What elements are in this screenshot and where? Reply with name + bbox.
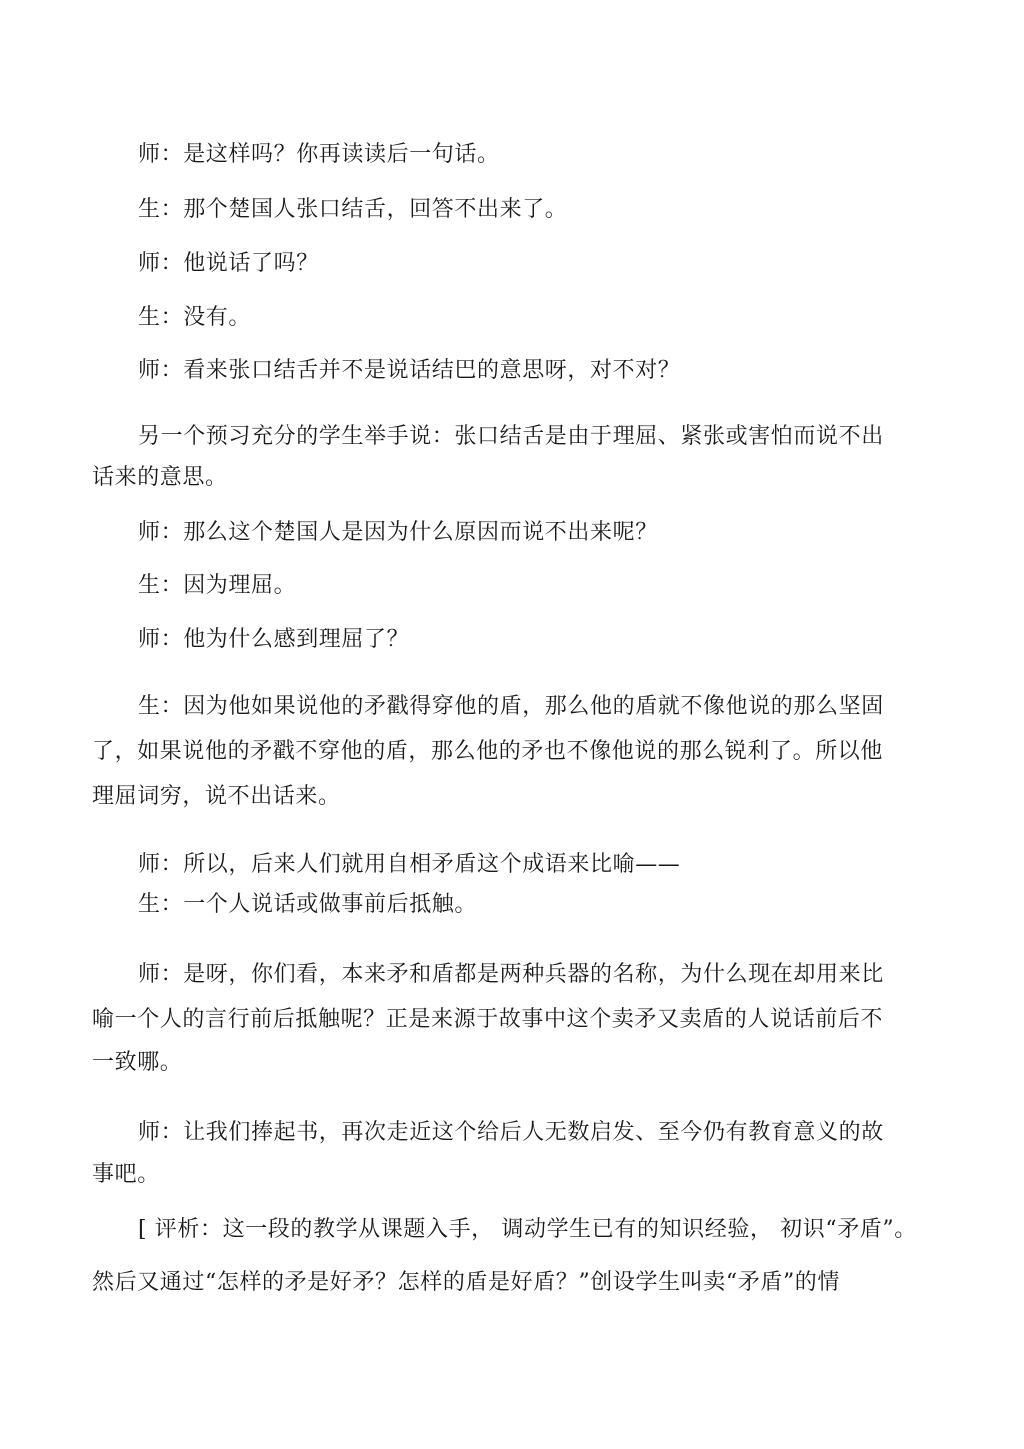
dialogue-line: 师：他说话了吗？ bbox=[138, 251, 319, 276]
dialogue-line: 生：没有。 bbox=[138, 305, 252, 330]
dialogue-line: 师：他为什么感到理屈了？ bbox=[138, 627, 410, 652]
commentary-line: [ 评析：这一段的教学从课题入手， 调动学生已有的知识经验， 初识“矛盾”。 bbox=[138, 1217, 917, 1242]
paragraph-line: 话来的意思。 bbox=[92, 465, 228, 490]
dialogue-line: 生：因为理屈。 bbox=[138, 573, 297, 598]
dialogue-line: 生：一个人说话或做事前后抵触。 bbox=[138, 892, 478, 917]
dialogue-line: 生：那个楚国人张口结舌，回答不出来了。 bbox=[138, 197, 568, 222]
paragraph-line: 另一个预习充分的学生举手说：张口结舌是由于理屈、紧张或害怕而说不出 bbox=[138, 424, 884, 449]
commentary-line: 然后又通过“怎样的矛是好矛？怎样的盾是好盾？”创设学生叫卖“矛盾”的情 bbox=[92, 1270, 840, 1295]
dialogue-line: 师：看来张口结舌并不是说话结巴的意思呀，对不对？ bbox=[138, 358, 681, 383]
paragraph-line: 师：是呀，你们看，本来矛和盾都是两种兵器的名称，为什么现在却用来比 bbox=[138, 962, 884, 987]
paragraph-line: 一致哪。 bbox=[92, 1050, 183, 1075]
paragraph-line: 喻一个人的言行前后抵触呢？正是来源于故事中这个卖矛又卖盾的人说话前后不 bbox=[92, 1007, 884, 1032]
paragraph-line: 理屈词穷，说不出话来。 bbox=[92, 784, 341, 809]
dialogue-line: 师：所以，后来人们就用自相矛盾这个成语来比喻—— bbox=[138, 852, 681, 877]
paragraph-line: 师：让我们捧起书，再次走近这个给后人无数启发、至今仍有教育意义的故 bbox=[138, 1120, 884, 1145]
dialogue-line: 师：是这样吗？你再读读后一句话。 bbox=[138, 142, 500, 167]
paragraph-line: 了，如果说他的矛戳不穿他的盾，那么他的矛也不像他说的那么锐利了。所以他 bbox=[92, 739, 884, 764]
paragraph-line: 事吧。 bbox=[92, 1162, 160, 1187]
dialogue-line: 师：那么这个楚国人是因为什么原因而说不出来呢？ bbox=[138, 520, 658, 545]
paragraph-line: 生：因为他如果说他的矛戳得穿他的盾，那么他的盾就不像他说的那么坚固 bbox=[138, 694, 884, 719]
